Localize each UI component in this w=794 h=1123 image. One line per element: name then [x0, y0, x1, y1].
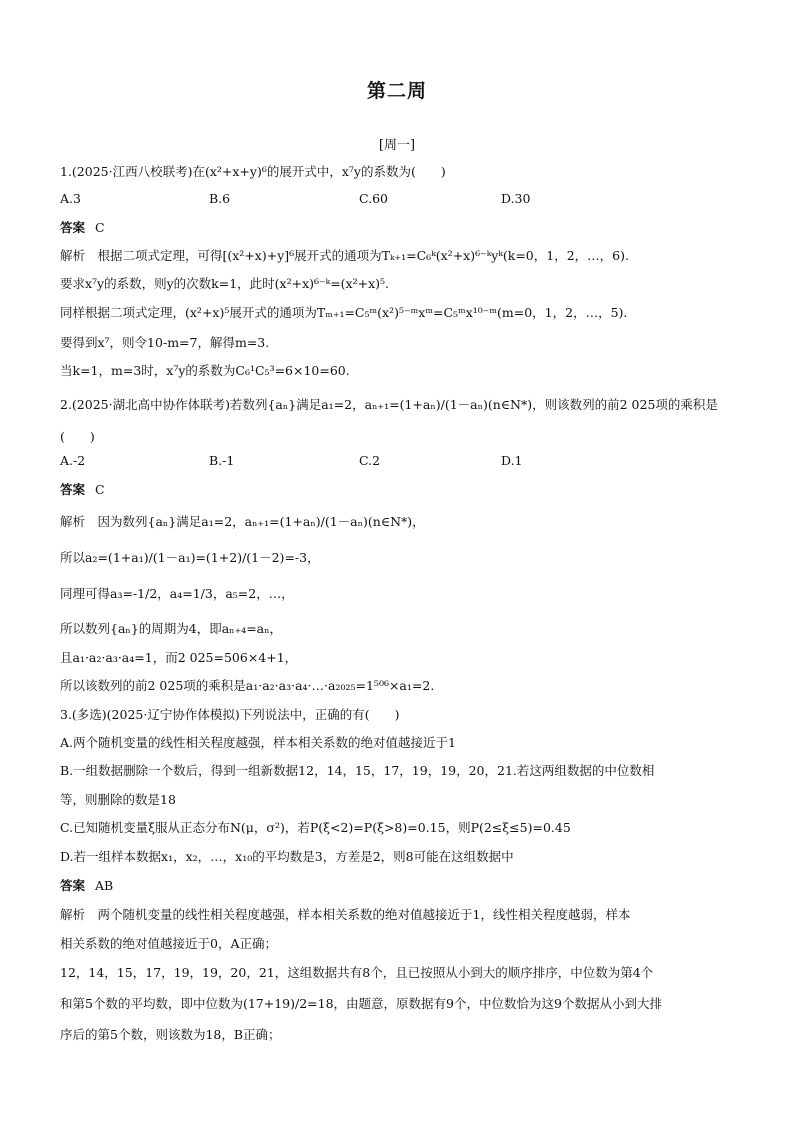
q1-analysis-line: 要得到x⁷，则令10-m=7，解得m=3.	[60, 335, 270, 350]
q2-stem: 2.(2025·湖北高中协作体联考)若数列{aₙ}满足a₁=2，aₙ₊₁=(1+aₙ)/(1－aₙ)(n∈N*)，则该数列的前2 025项的乘积是	[60, 397, 718, 412]
q3-option-d: D.若一组样本数据x₁，x₂，…，x₁₀的平均数是3，方差是2，则8可能在这组数据中	[60, 849, 514, 864]
q3-analysis-line: 相关系数的绝对值越接近于0，A正确；	[60, 936, 277, 951]
q1-analysis-line: 当k=1，m=3时，x⁷y的系数为C₆¹C₅³=6×10=60.	[60, 363, 350, 378]
q3-answer	[60, 876, 740, 894]
q1-option-a: A.3	[60, 191, 81, 206]
q3-answer-label: 答案	[60, 878, 86, 893]
q2-analysis-line: 所以该数列的前2 025项的乘积是a₁·a₂·a₃·a₄·…·a₂₀₂₅=1⁵⁰⁶×a₁=2.	[60, 678, 435, 693]
q2-analysis-line: 且a₁·a₂·a₃·a₄=1，而2 025=506×4+1，	[60, 650, 298, 665]
q2-answer	[60, 480, 740, 498]
q3-analysis-line: 序后的第5个数，则该数为18，B正确；	[60, 1027, 281, 1042]
q3-analysis-line: 解析 两个随机变量的线性相关程度越强，样本相关系数的绝对值越接近于1，线性相关程度越弱，样本	[60, 907, 631, 922]
q3-option-b: B.一组数据删除一个数后，得到一组新数据12，14，15，17，19，19，20，21.若这两组数据的中位数相	[60, 763, 655, 778]
q2-option-d: D.1	[501, 453, 523, 468]
q2-analysis-line: 所以a₂=(1+a₁)/(1－a₁)=(1+2)/(1－2)=-3，	[60, 550, 320, 565]
q3-option-c: C.已知随机变量ξ服从正态分布N(μ，σ²)，若P(ξ<2)=P(ξ>8)=0.15，则P(2≤ξ≤5)=0.45	[60, 820, 571, 835]
q2-stem-continued: ( )	[60, 429, 95, 444]
q1-analysis-line: 要求x⁷y的系数，则y的次数k=1，此时(x²+x)⁶⁻ᵏ=(x²+x)⁵.	[60, 276, 389, 291]
page-title: 第二周	[366, 80, 427, 102]
q1-option-c: C.60	[359, 191, 388, 206]
q2-analysis-line: 所以数列{aₙ}的周期为4，即aₙ₊₄=aₙ，	[60, 621, 283, 636]
q3-option-b-continued: 等，则删除的数是18	[60, 792, 176, 807]
q2-analysis-line: 同理可得a₃=-1/2，a₄=1/3，a₅=2，…，	[60, 586, 294, 601]
q3-stem: 3.(多选)(2025·辽宁协作体模拟)下列说法中，正确的有( )	[60, 707, 400, 722]
q3-analysis-line: 12，14，15，17，19，19，20，21，这组数据共有8个，且已按照从小到大的顺序排序，中位数为第4个	[60, 965, 654, 980]
q1-stem: 1.(2025·江西八校联考)在(x²+x+y)⁶的展开式中，x⁷y的系数为( )	[60, 164, 446, 179]
q1-option-b: B.6	[209, 191, 231, 206]
q2-option-c: C.2	[359, 453, 381, 468]
q2-answer-label: 答案	[60, 482, 86, 497]
q1-analysis-line: 同样根据二项式定理，(x²+x)⁵展开式的通项为Tₘ₊₁=C₅ᵐ(x²)⁵⁻ᵐxᵐ=C₅ᵐx¹⁰⁻ᵐ(m=0，1，2，…，5).	[60, 305, 628, 320]
q1-analysis-line: 解析 根据二项式定理，可得[(x²+x)+y]⁶展开式的通项为Tₖ₊₁=C₆ᵏ(x²+x)⁶⁻ᵏyᵏ(k=0，1，2，…，6).	[60, 248, 629, 263]
q1-answer	[60, 218, 740, 236]
section-label: [周一]	[378, 138, 416, 153]
q1-answer-value: C	[95, 220, 105, 235]
q3-answer-value: AB	[95, 878, 114, 893]
q3-option-a: A.两个随机变量的线性相关程度越强，样本相关系数的绝对值越接近于1	[60, 735, 456, 750]
q3-analysis-line: 和第5个数的平均数，即中位数为(17+19)/2=18，由题意，原数据有9个，中位数恰为这9个数据从小到大排	[60, 996, 662, 1011]
q2-answer-value: C	[95, 482, 105, 497]
q2-option-a: A.-2	[60, 453, 86, 468]
q2-option-b: B.-1	[209, 453, 235, 468]
q1-answer-label: 答案	[60, 220, 86, 235]
q1-option-d: D.30	[501, 191, 531, 206]
q2-analysis-line: 解析 因为数列{aₙ}满足a₁=2，aₙ₊₁=(1+aₙ)/(1－aₙ)(n∈N*)，	[60, 514, 425, 529]
